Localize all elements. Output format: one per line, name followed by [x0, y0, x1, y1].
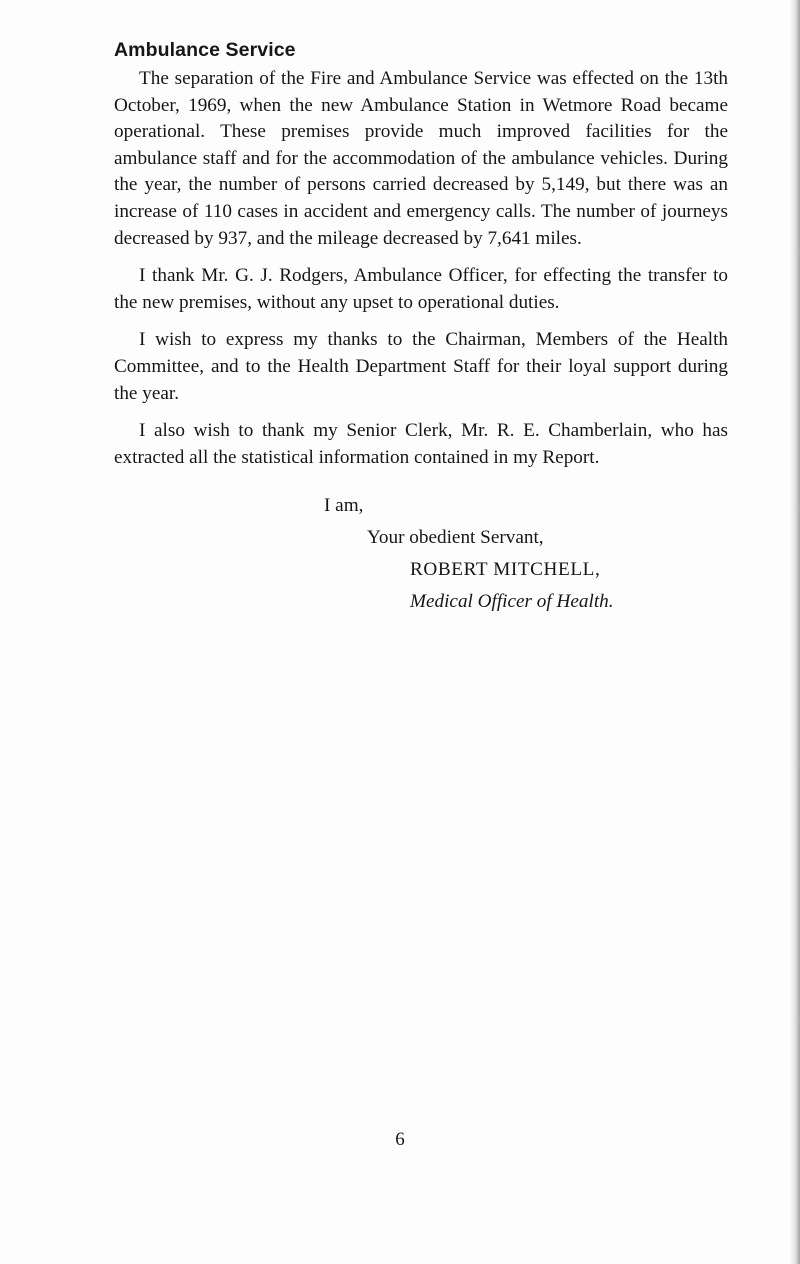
- signatory-title: Medical Officer of Health.: [410, 591, 614, 613]
- closing-salutation: I am,: [324, 495, 364, 517]
- page-number: 6: [395, 1129, 405, 1150]
- paragraph-thanks-senior-clerk: I also wish to thank my Senior Clerk, Mr. R. E. Chamberlain, who has extracted all the statistical information contained in my Report.: [114, 420, 728, 468]
- paragraph-ambulance-station: The separation of the Fire and Ambulance Service was effected on the 13th October, 1969, when the new Ambulance Station in Wetmore Road became operational. These premises provide much improved facilities for the ambulance staff and for the accommodation of the ambulance vehicles. During the year, the number of persons carried decreased by 5,149, but there was an increase of 110 cases in accident and emergency calls. The number of journeys decreased by 937, and the mileage decreased by 7,641 miles.: [114, 68, 728, 249]
- paragraph-thanks-committee: I wish to express my thanks to the Chairman, Members of the Health Committee, and to the Health Department Staff for their loyal support during the year.: [114, 329, 728, 404]
- page-edge-shadow: [790, 0, 800, 1264]
- section-heading: Ambulance Service: [114, 39, 296, 61]
- paragraph-thanks-ambulance-officer: I thank Mr. G. J. Rodgers, Ambulance Officer, for effecting the transfer to the new premises, without any upset to operational duties.: [114, 265, 728, 313]
- document-body: [114, 37, 728, 623]
- signatory-name: ROBERT MITCHELL,: [410, 559, 601, 581]
- closing-valediction: Your obedient Servant,: [367, 527, 544, 549]
- letter-closing: [114, 493, 728, 623]
